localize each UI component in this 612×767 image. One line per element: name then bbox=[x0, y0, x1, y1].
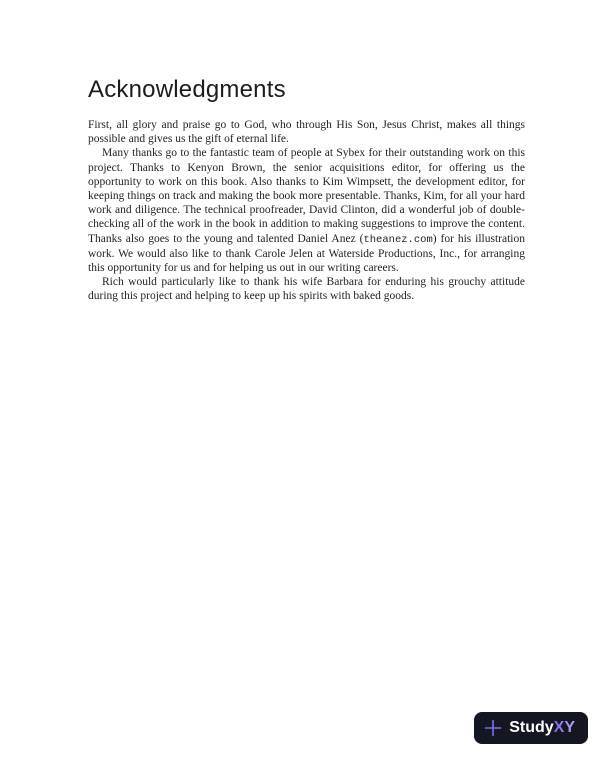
inline-domain-text: theanez.com bbox=[363, 233, 433, 246]
paragraph-2 bbox=[88, 146, 525, 275]
body-text bbox=[88, 118, 525, 304]
page-title: Acknowledgments bbox=[88, 76, 286, 103]
brand-wordmark bbox=[509, 720, 575, 736]
brand-study-text: Study bbox=[509, 719, 554, 736]
plus-icon bbox=[484, 719, 502, 737]
brand-xy-text: XY bbox=[553, 719, 575, 736]
paragraph-2-text-before: Many thanks go to the fantastic team of people at Sybex for their outstanding work on this project. Thanks to Kenyon Brown, the senior acquisitions editor, for offering us the opportunity to work on this book. Also thanks to Kim Wimpsett, the development editor, for keeping things on track and making the book more presentable. Thanks, Kim, for all your hard work and diligence. The technical proofreader, David Clinton, did a wonderful job of double-checking all of the work in the book in addition to making suggestions to improve the content. Thanks also goes to the young and talented Daniel Anez ( bbox=[88, 147, 525, 245]
paragraph-1: First, all glory and praise go to God, who through His Son, Jesus Christ, makes all things possible and gives us the gift of eternal life. bbox=[88, 119, 525, 146]
studyxy-logo-badge bbox=[474, 712, 588, 744]
paragraph-2-text-after: ) for his illustration work. We would also like to thank Carole Jelen at Waterside Productions, Inc., for arranging this opportunity for us and for helping us out in our writing careers. bbox=[88, 232, 525, 275]
paragraph-3: Rich would particularly like to thank his wife Barbara for enduring his grouchy attitude during this project and helping to keep up his spirits with baked goods. bbox=[88, 276, 525, 303]
